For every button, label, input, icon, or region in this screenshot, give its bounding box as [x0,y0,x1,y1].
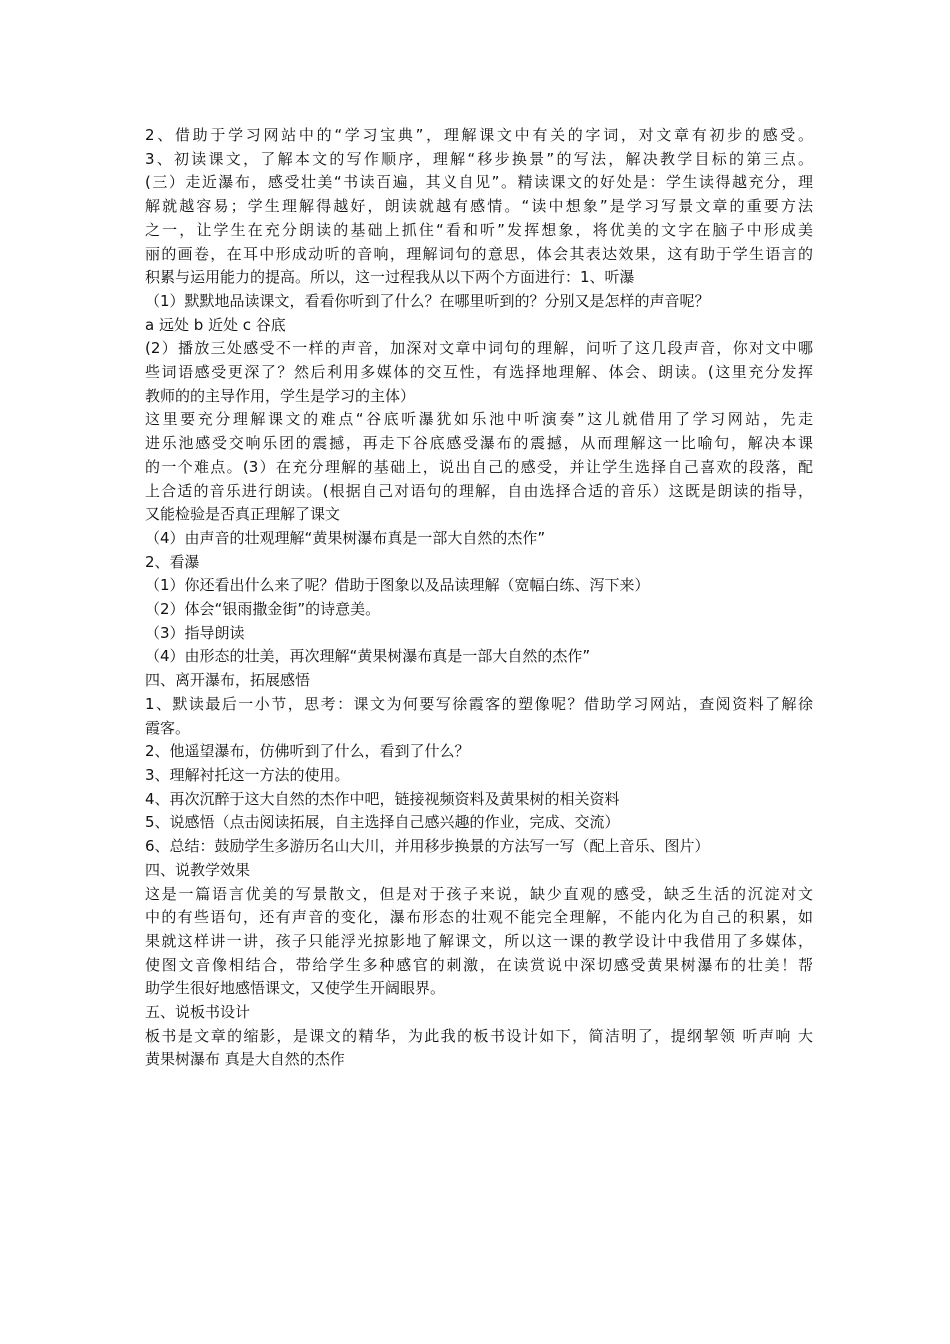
text-line: 这是一篇语言优美的写景散文，但是对于孩子来说，缺少直观的感受，缺乏生活的沉淀对文 [145,884,813,903]
section-heading: 四、离开瀑布，拓展感悟 [145,671,311,690]
text-line: 2、借助于学习网站中的“学习宝典”，理解课文中有关的字词，对文章有初步的感受。 [145,126,813,144]
text-line: 这里要充分理解课文的难点“谷底听瀑犹如乐池中听演奏”这儿就借用了学习网站，先走 [145,410,813,429]
text-line: 又能检验是否真正理解了课文 [145,505,341,524]
text-line: 使图文音像相结合，带给学生多种感官的刺激，在读赏说中深切感受黄果树瀑布的壮美！帮 [145,955,813,974]
text-line: 进乐池感受交响乐团的震撼，再走下谷底感受瀑布的震撼，从而理解这一比喻句，解决本课 [145,434,813,453]
text-line: 果就这样讲一讲，孩子只能浮光掠影地了解课文，所以这一课的教学设计中我借用了多媒体， [145,931,813,950]
text-line: 2、他遥望瀑布，仿佛听到了什么，看到了什么？ [145,742,470,761]
text-line: 6、总结：鼓励学生多游历名山大川，并用移步换景的方法写一写（配上音乐、图片） [145,837,710,856]
section-heading: 四、说教学效果 [145,860,251,879]
document-body [145,124,813,1072]
text-line: 的一个难点。(3）在充分理解的基础上，说出自己的感受，并让学生选择自己喜欢的段落，配 [145,457,813,476]
text-line: 教师的的主导作用，学生是学习的主体） [145,386,416,405]
text-line: 积累与运用能力的提高。所以，这一过程我从以下两个方面进行：1、听瀑 [145,268,635,287]
text-line: (三）走近瀑布，感受壮美“书读百遍，其义自见”。精读课文的好处是：学生读得越充分，理 [145,173,813,192]
text-line: 助学生很好地感悟课文，又使学生开阔眼界。 [145,979,446,998]
text-line: 板书是文章的缩影，是课文的精华，为此我的板书设计如下，简洁明了，提纲挈领 听声响 大 [145,1026,813,1045]
text-line: （4）由声音的壮观理解“黄果树瀑布真是一部大自然的杰作” [145,528,546,547]
text-line: 上合适的音乐进行朗读。(根据自己对语句的理解，自由选择合适的音乐）这既是朗读的指导， [145,481,813,500]
text-line: 中的有些语句，还有声音的变化，瀑布形态的壮观不能完全理解，不能内化为自己的积累，如 [145,908,813,927]
text-line: 黄果树瀑布 真是大自然的杰作 [145,1050,345,1069]
section-heading: 五、说板书设计 [145,1003,251,1022]
text-line: 之一，让学生在充分朗读的基础上抓住“看和听”发挥想象，将优美的文字在脑子中形成美 [145,220,813,239]
text-line: 解就越容易；学生理解得越好，朗读就越有感情。“读中想象”是学习写景文章的重要方法 [145,197,813,216]
text-line: （1）默默地品读课文，看看你听到了什么？在哪里听到的？分别又是怎样的声音呢？ [145,291,710,310]
text-line: 丽的画卷，在耳中形成动听的音响，理解词句的意思，体会其表达效果，这有助于学生语言的 [145,244,813,263]
text-line: a 远处 b 近处 c 谷底 [145,315,286,334]
text-line: 些词语感受更深了？然后利用多媒体的交互性，有选择地理解、体会、朗读。(这里充分发挥 [145,363,813,382]
text-line: 5、说感悟（点击阅读拓展，自主选择自己感兴趣的作业，完成、交流） [145,813,620,832]
text-line: 1、默读最后一小节，思考：课文为何要写徐霞客的塑像呢？借助学习网站，查阅资料了解徐 [145,694,813,713]
text-line: （3）指导朗读 [145,623,245,642]
text-line: 3、初读课文，了解本文的写作顺序，理解“移步换景”的写法，解决教学目标的第三点。 [145,149,813,168]
text-line: (2）播放三处感受不一样的声音，加深对文章中词句的理解，问听了这几段声音，你对文中哪 [145,339,813,358]
text-line: （2）体会“银雨撒金街”的诗意美。 [145,600,381,619]
text-line: （4）由形态的壮美，再次理解“黄果树瀑布真是一部大自然的杰作” [145,647,591,666]
text-line: 4、再次沉醉于这大自然的杰作中吧，链接视频资料及黄果树的相关资料 [145,789,620,808]
text-line: 霞客。 [145,718,191,737]
text-line: 3、理解衬托这一方法的使用。 [145,765,350,784]
text-line: 2、看瀑 [145,552,200,571]
text-line: （1）你还看出什么来了呢？借助于图象以及品读理解（宽幅白练、泻下来） [145,576,650,595]
